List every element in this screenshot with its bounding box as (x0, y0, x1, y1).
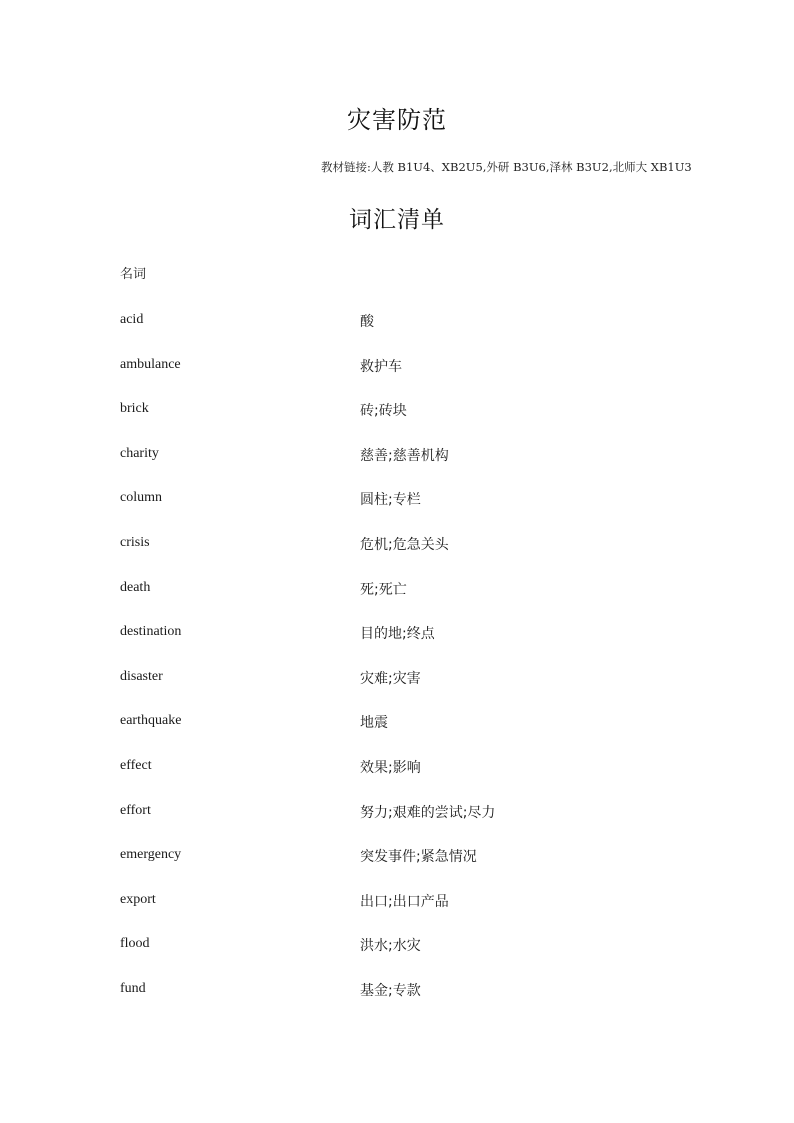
vocab-english-word: fund (120, 980, 146, 996)
vocab-row (0, 535, 794, 580)
vocab-english-word: death (120, 579, 151, 595)
vocab-chinese-meaning: 效果;影响 (360, 759, 421, 776)
vocab-english-word: ambulance (120, 356, 181, 372)
vocab-chinese-meaning: 酸 (360, 314, 374, 330)
vocab-row (0, 446, 794, 491)
vocab-chinese-meaning: 突发事件;紧急情况 (360, 849, 477, 866)
vocab-chinese-meaning: 努力;艰难的尝试;尽力 (360, 804, 496, 821)
page-title: 灾害防范 (347, 106, 447, 134)
vocab-english-word: export (120, 891, 156, 907)
vocab-chinese-meaning: 救护车 (360, 358, 402, 375)
vocab-chinese-meaning: 圆柱;专栏 (360, 492, 421, 509)
vocabulary-list (0, 312, 794, 1026)
vocab-english-word: column (120, 490, 162, 506)
vocab-chinese-meaning: 危机;危急关头 (360, 536, 449, 553)
vocab-english-word: brick (120, 401, 149, 417)
vocab-english-word: effort (120, 802, 151, 818)
vocab-chinese-meaning: 砖;砖块 (360, 403, 407, 420)
textbook-source-line: 教材链接:人教 B1U4、XB2U5,外研 B3U6,泽林 B3U2,北师大 XB1U3 (321, 160, 692, 174)
vocab-row (0, 981, 794, 1026)
vocab-row (0, 847, 794, 892)
vocab-chinese-meaning: 出口;出口产品 (360, 893, 449, 910)
vocab-row (0, 490, 794, 535)
vocab-english-word: flood (120, 936, 150, 952)
vocab-chinese-meaning: 灾难;灾害 (360, 670, 421, 687)
vocab-row (0, 580, 794, 625)
vocab-english-word: destination (120, 624, 182, 640)
vocab-row (0, 758, 794, 803)
vocab-row (0, 312, 794, 357)
vocab-row (0, 401, 794, 446)
vocab-chinese-meaning: 洪水;水灾 (360, 938, 421, 955)
vocab-chinese-meaning: 地震 (360, 715, 388, 732)
vocab-row (0, 669, 794, 714)
vocab-english-word: crisis (120, 534, 150, 550)
vocab-row (0, 713, 794, 758)
part-of-speech-label: 名词 (120, 267, 147, 282)
vocab-chinese-meaning: 慈善;慈善机构 (360, 447, 449, 464)
vocab-row (0, 357, 794, 402)
vocab-chinese-meaning: 目的地;终点 (360, 626, 435, 643)
vocab-row (0, 892, 794, 937)
vocab-row (0, 936, 794, 981)
vocab-chinese-meaning: 基金;专款 (360, 982, 421, 999)
vocab-row (0, 803, 794, 848)
vocab-chinese-meaning: 死;死亡 (360, 581, 407, 598)
vocab-row (0, 624, 794, 669)
vocab-english-word: charity (120, 445, 159, 461)
vocab-english-word: emergency (120, 847, 182, 863)
vocab-english-word: acid (120, 312, 144, 327)
vocab-english-word: disaster (120, 668, 163, 684)
vocab-english-word: effect (120, 757, 152, 773)
section-title: 词汇清单 (349, 207, 445, 233)
vocab-english-word: earthquake (120, 713, 182, 729)
